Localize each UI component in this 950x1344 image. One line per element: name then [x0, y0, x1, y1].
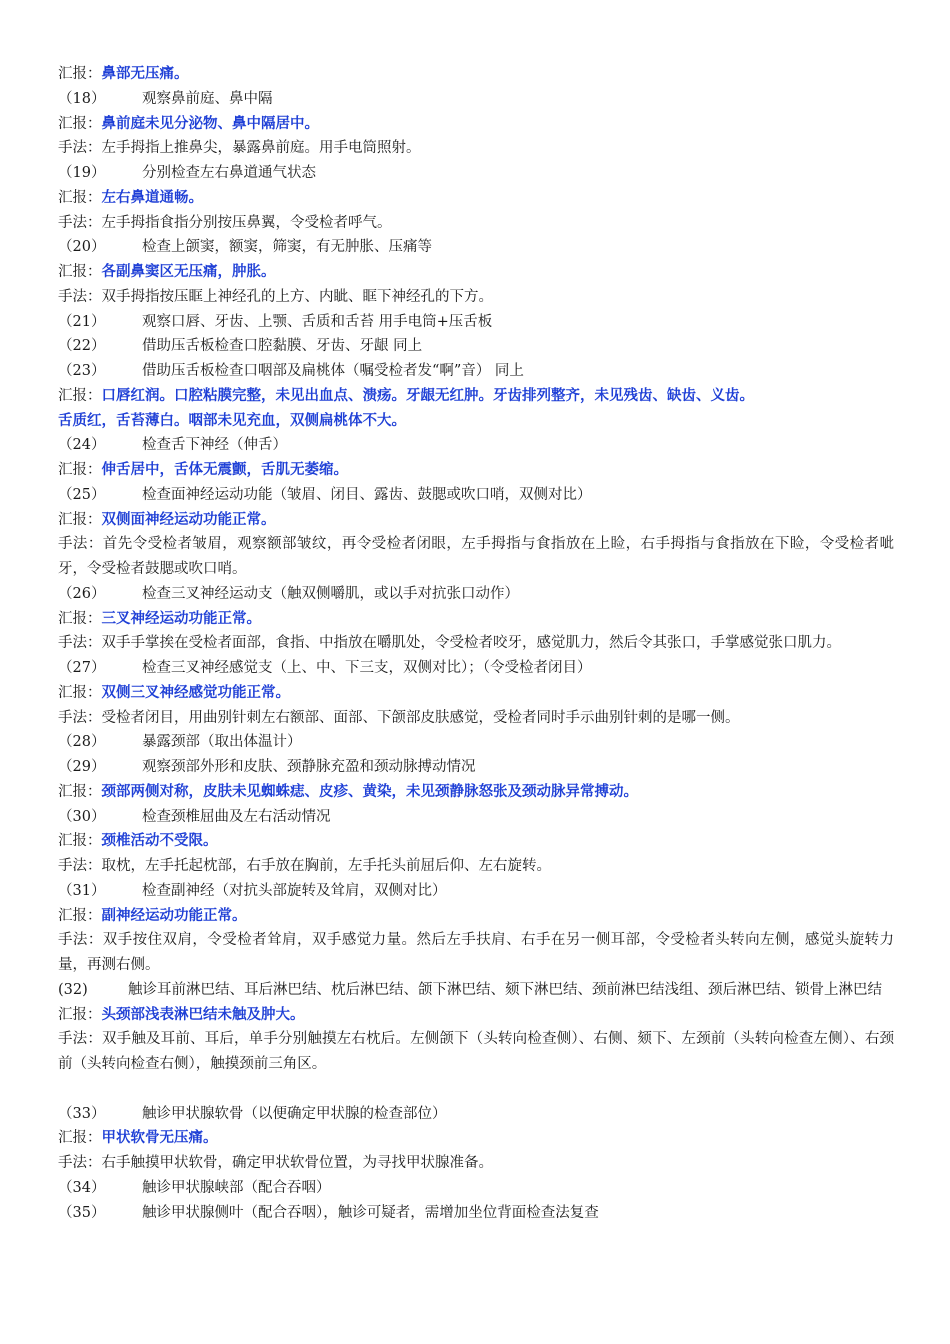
step-number: (32)	[58, 981, 88, 998]
step-text: 触诊甲状腺侧叶（配合吞咽），触诊可疑者，需增加坐位背面检查法复查	[142, 1204, 599, 1221]
step-text: 检查副神经（对抗头部旋转及耸肩，双侧对比）	[142, 882, 447, 899]
blank-line	[58, 1077, 894, 1102]
step-number: （28）	[58, 734, 106, 751]
report-line	[58, 780, 894, 805]
step-number: （29）	[58, 759, 106, 775]
step-line	[58, 310, 894, 335]
report-line	[58, 186, 894, 211]
report-label: 汇报：	[58, 907, 102, 924]
method-line: 手法：双手拇指按压眶上神经孔的上方、内眦、眶下神经孔的下方。	[58, 288, 493, 305]
report-text: 左右鼻道通畅。	[101, 189, 203, 206]
report-label: 汇报：	[58, 1130, 102, 1147]
step-number: （27）	[58, 660, 106, 676]
step-line	[58, 483, 894, 508]
report-label: 汇报：	[58, 115, 102, 132]
step-number: （34）	[58, 1179, 106, 1196]
method-line: 手法：右手触摸甲状软骨，确定甲状软骨位置，为寻找甲状腺准备。	[58, 1155, 493, 1171]
step-line	[58, 161, 894, 186]
step-text: 分别检查左右鼻道通气状态	[142, 165, 316, 181]
step-line	[58, 656, 894, 681]
step-number: （30）	[58, 808, 106, 825]
step-number: （19）	[58, 165, 106, 181]
method-paragraph: 手法：双手手掌挨在受检者面部，食指、中指放在嚼肌处，令受检者咬牙，感觉肌力，然后令其张口，手掌感觉张口肌力。	[58, 635, 841, 652]
report-label: 汇报：	[58, 511, 102, 528]
report-line	[58, 681, 894, 706]
report-label: 汇报：	[58, 264, 102, 280]
report-label: 汇报：	[58, 684, 102, 701]
step-text: 检查舌下神经（伸舌）	[142, 437, 287, 454]
method-line: 手法：受检者闭目，用曲别针刺左右额部、面部、下颌部皮肤感觉，受检者同时手示曲别针刺的是哪一侧。	[58, 709, 740, 726]
report-text: 鼻前庭未见分泌物、鼻中隔居中。	[101, 115, 319, 132]
report-label: 汇报：	[58, 66, 102, 82]
report-text: 头颈部浅表淋巴结未触及肿大。	[101, 1006, 305, 1023]
step-line	[58, 805, 894, 830]
step-line	[58, 730, 894, 755]
step-number: （25）	[58, 486, 106, 503]
report-line	[58, 458, 894, 483]
step-line	[58, 87, 894, 112]
step-line	[58, 235, 894, 260]
report-text: 双侧三叉神经感觉功能正常。	[101, 684, 290, 701]
report-text: 双侧面神经运动功能正常。	[101, 511, 276, 528]
report-label: 汇报：	[58, 1006, 102, 1023]
report-text: 伸舌居中，舌体无震颤，舌肌无萎缩。	[101, 462, 348, 478]
step-number: （22）	[58, 338, 106, 355]
step-text: 检查颈椎屈曲及左右活动情况	[142, 808, 331, 825]
method-paragraph: 手法：双手按住双肩，令受检者耸肩，双手感觉力量。然后左手扶肩、右手在另一侧耳部，令受检者头转向左侧，感觉头旋转力量，再测右侧。	[58, 932, 894, 973]
step-line	[58, 1176, 894, 1201]
report-label: 汇报：	[58, 783, 102, 800]
step-number: （21）	[58, 313, 106, 330]
report-text: 三叉神经运动功能正常。	[101, 610, 261, 627]
report-text: 副神经运动功能正常。	[101, 907, 247, 924]
report-line	[58, 260, 894, 285]
step-number: （35）	[58, 1204, 106, 1221]
method-line: 手法：左手拇指食指分别按压鼻翼，令受检者呼气。	[58, 214, 392, 231]
step-number: （20）	[58, 239, 106, 256]
report-continuation: 舌质红，舌苔薄白。咽部未见充血，双侧扁桃体不大。	[58, 412, 406, 429]
report-line	[58, 62, 894, 87]
step-line	[58, 433, 894, 458]
report-label: 汇报：	[58, 833, 102, 850]
report-line	[58, 1003, 894, 1028]
step-text: 暴露颈部（取出体温计）	[142, 734, 302, 751]
report-text: 甲状软骨无压痛。	[101, 1130, 218, 1147]
step-text: 检查上颌窦，额窦，筛窦，有无肿胀、压痛等	[142, 239, 432, 256]
report-text: 各副鼻窦区无压痛，肿胀。	[101, 264, 276, 280]
report-line	[58, 384, 894, 409]
step-number: （31）	[58, 882, 106, 899]
step-text: 触诊甲状腺软骨（以便确定甲状腺的检查部位）	[142, 1105, 447, 1122]
report-line	[58, 112, 894, 137]
report-text: 颈部两侧对称，皮肤未见蜘蛛痣、皮疹、黄染，未见颈静脉怒张及颈动脉异常搏动。	[101, 783, 638, 800]
step-number: （26）	[58, 585, 106, 602]
step-line	[58, 978, 894, 1003]
document-page	[58, 62, 894, 1225]
step-text: 观察口唇、牙齿、上颚、舌质和舌苔 用手电筒+压舌板	[142, 313, 493, 330]
step-text: 检查三叉神经感觉支（上、中、下三支，双侧对比）；（令受检者闭目）	[142, 660, 592, 676]
step-text: 检查面神经运动功能（皱眉、闭目、露齿、鼓腮或吹口哨，双侧对比）	[142, 486, 592, 503]
method-paragraph: 手法：双手触及耳前、耳后，单手分别触摸左右枕后。左侧颌下（头转向检查侧）、右侧、颏下、左颈前（头转向检查左侧）、右颈前（头转向检查右侧），触摸颈前三角区。	[58, 1031, 894, 1072]
step-text: 观察鼻前庭、鼻中隔	[142, 90, 273, 107]
method-line: 手法：取枕，左手托起枕部，右手放在胸前，左手托头前屈后仰、左右旋转。	[58, 858, 551, 874]
step-line	[58, 359, 894, 384]
step-line	[58, 755, 894, 780]
report-label: 汇报：	[58, 189, 102, 206]
report-label: 汇报：	[58, 387, 102, 404]
step-text: 观察颈部外形和皮肤、颈静脉充盈和颈动脉搏动情况	[142, 759, 476, 775]
report-text: 口唇红润。口腔粘膜完整，未见出血点、溃疡。牙龈无红肿。牙齿排列整齐，未见残齿、缺齿、义齿。	[101, 387, 754, 404]
method-line: 手法：左手拇指上推鼻尖，暴露鼻前庭。用手电筒照射。	[58, 140, 421, 157]
step-number: （24）	[58, 437, 106, 454]
step-number: （23）	[58, 363, 106, 379]
step-number: （33）	[58, 1105, 106, 1122]
step-line	[58, 334, 894, 359]
report-line	[58, 1126, 894, 1151]
step-line	[58, 1201, 894, 1226]
report-label: 汇报：	[58, 610, 102, 627]
step-text: 借助压舌板检查口腔黏膜、牙齿、牙龈 同上	[142, 338, 423, 355]
report-text: 鼻部无压痛。	[101, 66, 189, 82]
step-text: 触诊甲状腺峡部（配合吞咽）	[142, 1179, 331, 1196]
report-text: 颈椎活动不受限。	[101, 833, 218, 850]
report-label: 汇报：	[58, 462, 102, 478]
report-line	[58, 904, 894, 929]
report-line	[58, 607, 894, 632]
step-line	[58, 879, 894, 904]
step-number: （18）	[58, 90, 106, 107]
report-line	[58, 829, 894, 854]
step-line	[58, 582, 894, 607]
step-text: 触诊耳前淋巴结、耳后淋巴结、枕后淋巴结、颌下淋巴结、颏下淋巴结、颈前淋巴结浅组、颈后淋巴结、锁骨上淋巴结	[128, 981, 882, 998]
report-line	[58, 508, 894, 533]
step-line	[58, 1102, 894, 1127]
method-paragraph: 手法：首先令受检者皱眉，观察额部皱纹，再令受检者闭眼，左手拇指与食指放在上睑，右手拇指与食指放在下睑，令受检者呲牙，令受检者鼓腮或吹口哨。	[58, 536, 894, 577]
step-text: 借助压舌板检查口咽部及扁桃体（嘱受检者发“啊”音） 同上	[142, 363, 524, 379]
step-text: 检查三叉神经运动支（触双侧嚼肌，或以手对抗张口动作）	[142, 585, 519, 602]
